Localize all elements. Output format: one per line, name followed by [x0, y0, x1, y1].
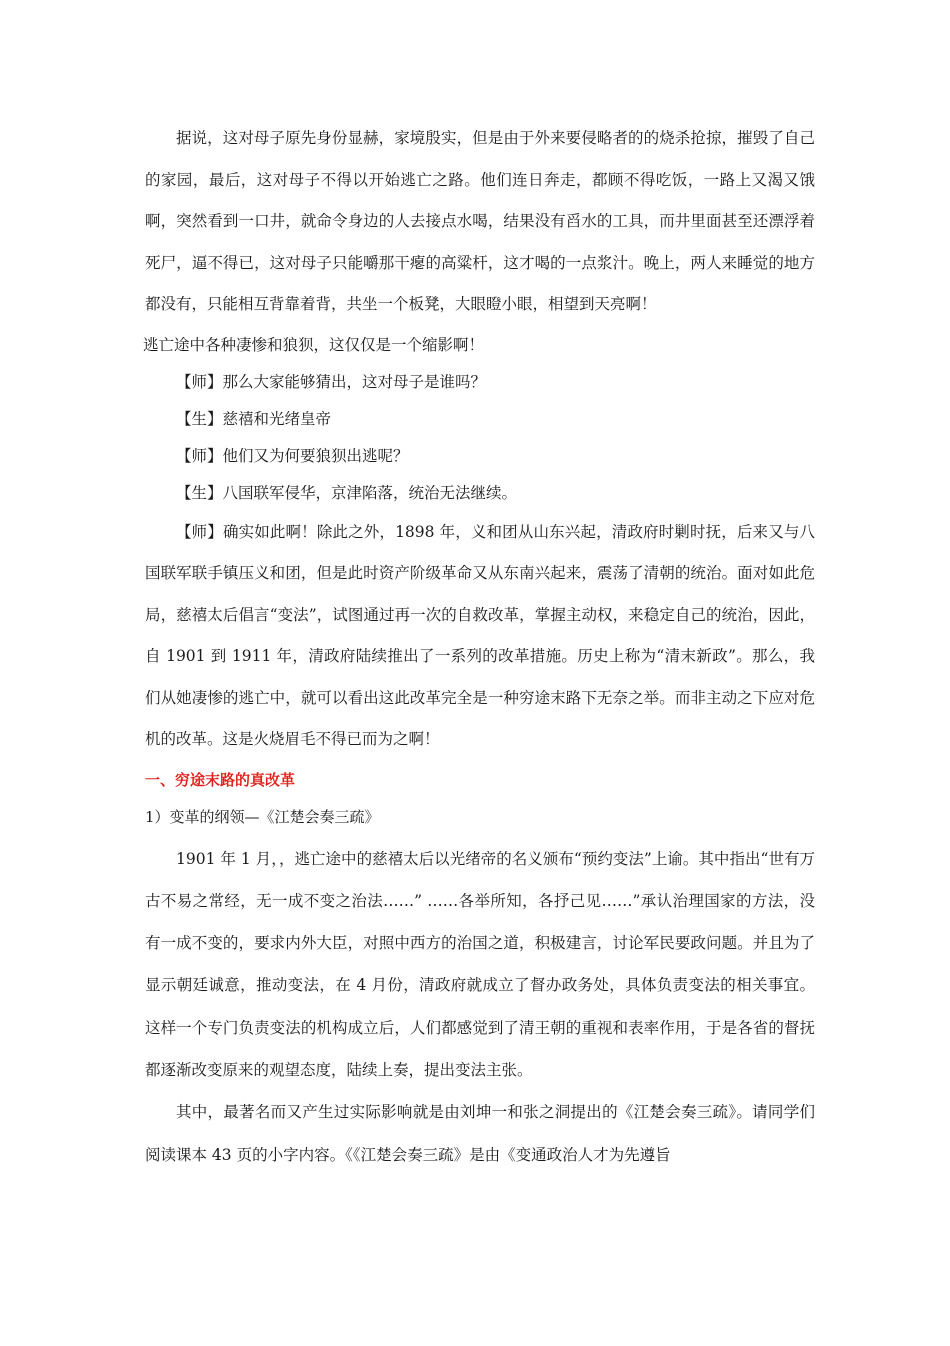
- document-body: [145, 118, 815, 1176]
- paragraph-summary: 逃亡途中各种凄惨和狼狈，这仅仅是一个缩影啊！: [143, 335, 485, 354]
- section-subheading: 1）变革的纲领—《江楚会奏三疏》: [145, 807, 380, 826]
- paragraph-teacher-explanation: 【师】确实如此啊！除此之外，1898 年，义和团从山东兴起，清政府时剿时抚，后来又与八国联军联手镇压义和团，但是此时资产阶级革命又从东南兴起来，震荡了清朝的统治。面对如此危局，慈禧太后倡言“变法”，试图通过再一次的自救改革，掌握主动权，来稳定自己的统治，因此，自 1901 到 1911 年，清政府陆续推出了一系列的改革措施。历史上称为“清末新政”。那么，我们从她凄惨的逃亡中，就可以看出这此改革完全是一种穷途末路下无奈之举。而非主动之下应对危机的改革。这是火烧眉毛不得已而为之啊！: [145, 522, 815, 748]
- dialog-block: [145, 364, 815, 512]
- dialog-line-teacher-2: 【师】他们又为何要狼狈出逃呢？: [176, 446, 409, 465]
- paragraph-story: 据说，这对母子原先身份显赫，家境殷实，但是由于外来要侵略者的的烧杀抢掠，摧毁了自己的家园，最后，这对母子不得以开始逃亡之路。他们连日奔走，都顾不得吃饭，一路上又渴又饿啊，突然看到一口井，就命令身边的人去接点水喝，结果没有舀水的工具，而井里面甚至还漂浮着死尸，逼不得已，这对母子只能嚼那干瘪的高粱杆，这才喝的一点浆汁。晚上，两人来睡觉的地方都没有，只能相互背靠着背，共坐一个板凳，大眼瞪小眼，相望到天亮啊！: [145, 129, 815, 313]
- paragraph-memorials: 其中，最著名而又产生过实际影响就是由刘坤一和张之洞提出的《江楚会奏三疏》。请同学们阅读课本 43 页的小字内容。《《江楚会奏三疏》是由《变通政治人才为先遵旨: [145, 1103, 815, 1164]
- dialog-line-student-1: 【生】慈禧和光绪皇帝: [176, 409, 332, 428]
- section-heading: 一、穷途末路的真改革: [145, 770, 296, 789]
- paragraph-edict: 1901 年 1 月，，逃亡途中的慈禧太后以光绪帝的名义颁布“预约变法”上谕。其中指出“世有万古不易之常经，无一成不变之治法……” ……各举所知，各抒己见……”承认治理国家的方法，没有一成不变的，要求内外大臣，对照中西方的治国之道，积极建言，讨论军民要政问题。并且为了显示朝廷诚意，推动变法，在 4 月份，清政府就成立了督办政务处，具体负责变法的相关事宜。这样一个专门负责变法的机构成立后，人们都感觉到了清王朝的重视和表率作用，于是各省的督抚都逐渐改变原来的观望态度，陆续上奏，提出变法主张。: [145, 849, 815, 1079]
- dialog-line-teacher-1: 【师】那么大家能够猜出，这对母子是谁吗？: [176, 372, 487, 391]
- dialog-line-student-2: 【生】八国联军侵华，京津陷落，统治无法继续。: [176, 483, 518, 502]
